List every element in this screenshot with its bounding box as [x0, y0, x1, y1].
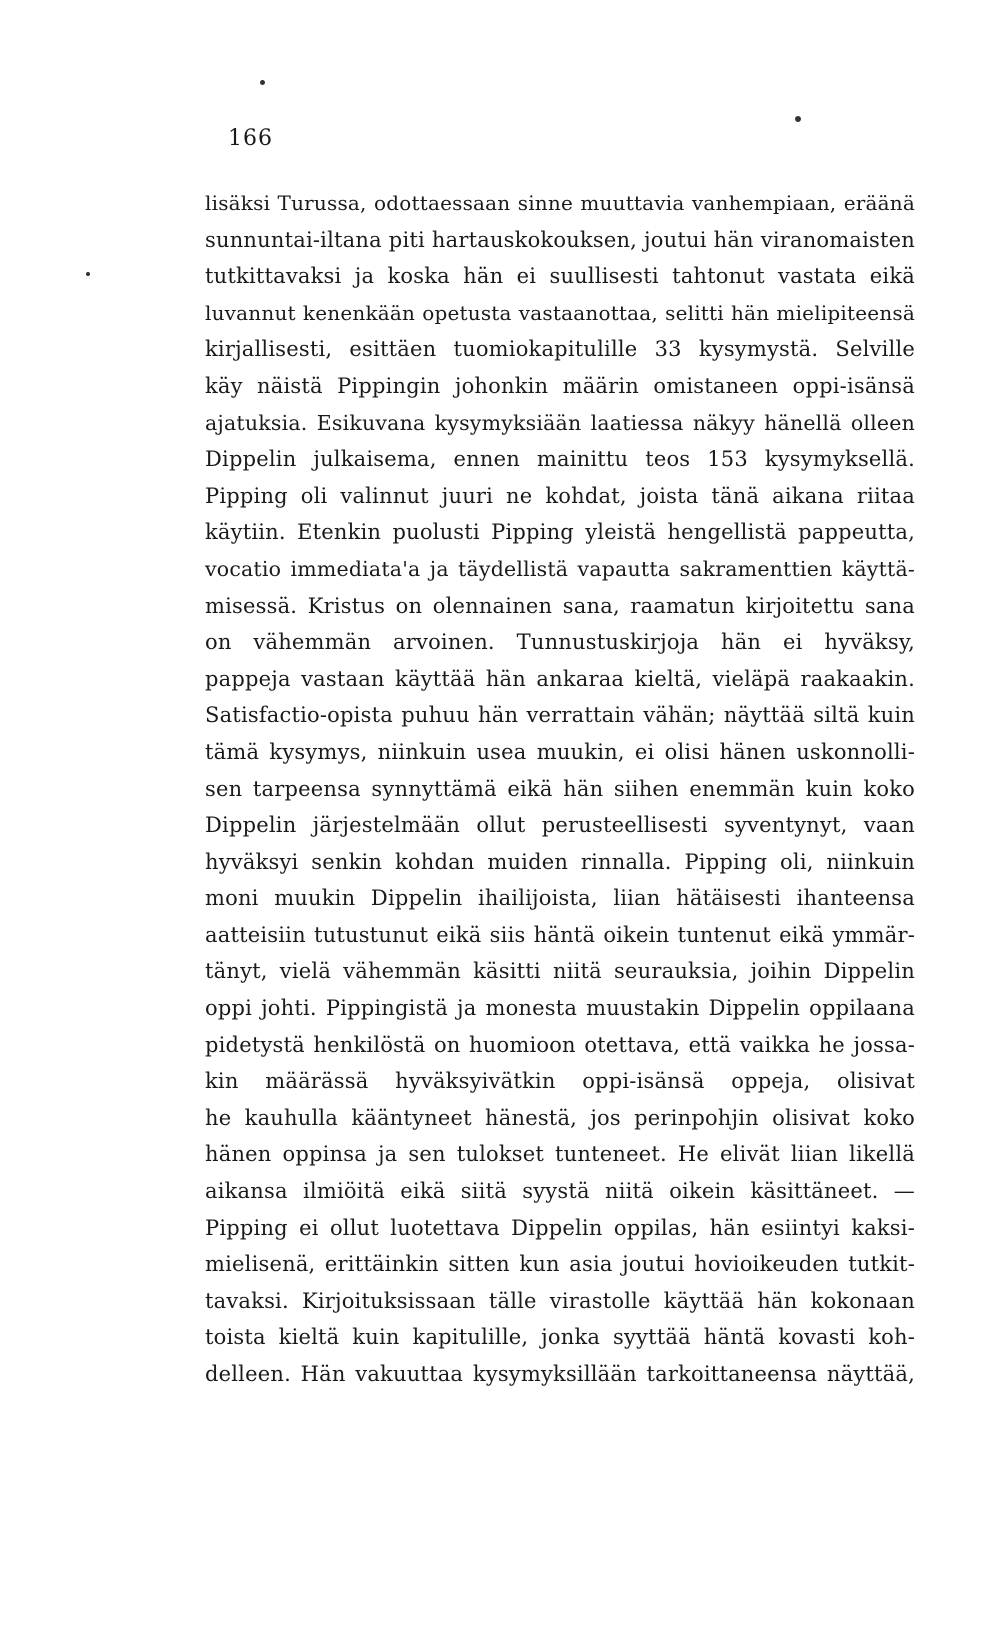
text-line: hyväksyi senkin kohdan muiden rinnalla. Pipping oli, niinkuin [205, 849, 915, 874]
text-line: Dippelin järjestelmään ollut perusteellisesti syventynyt, vaan [205, 813, 915, 838]
text-line: mielisenä, erittäinkin sitten kun asia joutui hovioikeuden tutkit- [205, 1252, 915, 1277]
text-line: delleen. Hän vakuuttaa kysymyksillään tarkoittaneensa näyttää, [205, 1362, 915, 1386]
print-speck [86, 272, 90, 276]
text-line: on vähemmän arvoinen. Tunnustuskirjoja hän ei hyväksy, [205, 630, 915, 655]
text-line: pidetystä henkilöstä on huomioon otettava, että vaikka he jossa- [205, 1032, 915, 1057]
body-text [205, 185, 915, 1393]
text-line: oppi johti. Pippingistä ja monesta muustakin Dippelin oppilaana [205, 996, 915, 1021]
text-line: aatteisiin tutustunut eikä siis häntä oikein tuntenut eikä ymmär- [205, 922, 915, 947]
text-line: aikansa ilmiöitä eikä siitä syystä niitä oikein käsittäneet. — [205, 1179, 915, 1204]
text-line: tämä kysymys, niinkuin usea muukin, ei olisi hänen uskonnolli- [205, 739, 915, 764]
text-line: lisäksi Turussa, odottaessaan sinne muuttavia vanhempiaan, eräänä [205, 191, 915, 215]
text-line: tutkittavaksi ja koska hän ei suullisesti tahtonut vastata eikä [205, 264, 915, 289]
text-line: käy näistä Pippingin johonkin määrin omistaneen oppi-isänsä [205, 373, 915, 398]
text-line: kirjallisesti, esittäen tuomiokapitulille 33 kysymystä. Selville [205, 337, 915, 362]
text-line: Dippelin julkaisema, ennen mainittu teos 153 kysymyksellä. [205, 447, 915, 472]
text-line: Pipping oli valinnut juuri ne kohdat, joista tänä aikana riitaa [205, 483, 915, 508]
text-line: tänyt, vielä vähemmän käsitti niitä seurauksia, joihin Dippelin [205, 959, 915, 984]
text-line: Pipping ei ollut luotettava Dippelin oppilas, hän esiintyi kaksi- [205, 1215, 915, 1240]
text-line: ajatuksia. Esikuvana kysymyksiään laatiessa näkyy hänellä olleen [205, 410, 915, 435]
text-line: sunnuntai-iltana piti hartauskokouksen, joutui hän viranomaisten [205, 227, 915, 252]
text-line: he kauhulla kääntyneet hänestä, jos perinpohjin olisivat koko [205, 1105, 915, 1130]
text-line: misessä. Kristus on olennainen sana, raamatun kirjoitettu sana [205, 593, 915, 618]
text-line: luvannut kenenkään opetusta vastaanottaa, selitti hän mielipiteensä [205, 300, 915, 325]
print-speck [260, 80, 265, 85]
page-number: 166 [228, 126, 273, 151]
text-line: tavaksi. Kirjoituksissaan tälle virastolle käyttää hän kokonaan [205, 1288, 915, 1313]
text-line: sen tarpeensa synnyttämä eikä hän siihen enemmän kuin koko [205, 776, 915, 801]
text-line: pappeja vastaan käyttää hän ankaraa kieltä, vieläpä raakaakin. [205, 666, 915, 691]
text-line: hänen oppinsa ja sen tulokset tunteneet. He elivät liian likellä [205, 1142, 915, 1167]
text-line: toista kieltä kuin kapitulille, jonka syyttää häntä kovasti koh- [205, 1325, 915, 1350]
text-line: Satisfactio-opista puhuu hän verrattain vähän; näyttää siltä kuin [205, 703, 915, 728]
text-line: vocatio immediata'a ja täydellistä vapautta sakramenttien käyttä- [205, 556, 915, 581]
text-line: kin määrässä hyväksyivätkin oppi-isänsä oppeja, olisivat [205, 1069, 915, 1094]
text-line: moni muukin Dippelin ihailijoista, liian hätäisesti ihanteensa [205, 886, 915, 911]
text-line: käytiin. Etenkin puolusti Pipping yleistä hengellistä pappeutta, [205, 520, 915, 545]
print-speck [795, 116, 801, 122]
